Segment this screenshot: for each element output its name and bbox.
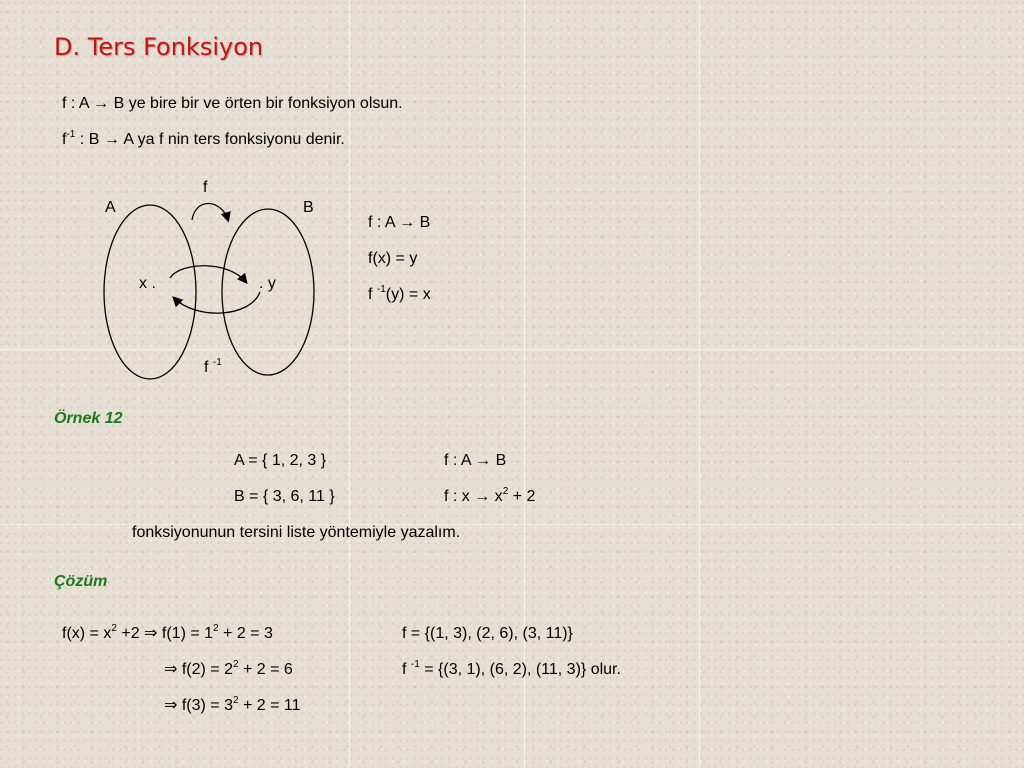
example-func-1-post: B [491,452,507,469]
arrow-icon: → [399,214,416,231]
solution-line-2-s2: 2 [232,658,239,670]
relation-1-post: B [415,214,431,231]
f-arrow-middle [170,266,246,282]
example-func-2-mid: x [490,488,503,505]
x-element-label: x . [139,275,156,292]
relation-3 [368,283,431,303]
solution-line-1 [62,622,273,642]
relation-2: f(x) = y [368,250,418,267]
relation-3-sup: -1 [376,283,386,295]
relation-1 [368,215,430,231]
solution-line-2-d: + 2 = 6 [238,661,293,678]
solution-line-2 [164,658,293,678]
implies-icon: ⇒ [144,625,158,642]
arrow-icon: → [475,452,492,469]
example-func-2-post: + 2 [508,488,536,505]
example-func-1 [444,453,506,469]
solution-line-3-c: f(3) = 3 [177,697,233,714]
definition-line-2-f: f [62,131,67,148]
definition-line-2-sup: -1 [66,128,76,140]
definition-line-1-pre: f : A [62,95,94,112]
finv-arrow-middle [174,292,260,313]
solution-line-1-d: + 2 = 3 [218,625,273,642]
y-element-label: . y [259,275,276,292]
example-set-b: B = { 3, 6, 11 } [234,488,335,505]
solution-line-1-c: f(1) = 1 [157,625,214,642]
relation-3-pre: f [368,286,377,303]
solution-finv-sup: -1 [410,658,420,670]
f-arrow-top [192,203,228,220]
set-a-label: A [105,199,116,216]
definition-line-2-mid: : B [75,131,104,148]
solution-line-1-s1: 2 [111,622,117,634]
arrow-icon: → [474,488,491,505]
example-heading: Örnek 12 [54,410,123,427]
finv-label-sup: -1 [212,356,222,368]
solution-finv-set [402,658,621,678]
solution-line-1-a: f(x) = x [62,625,112,642]
definition-line-2-post: A ya f nin ters fonksiyonu denir. [119,131,345,148]
example-func-2-pre: f : x [444,488,475,505]
arrow-icon: → [93,95,110,112]
implies-icon: ⇒ [164,661,178,678]
solution-finv-pre: f [402,661,411,678]
solution-finv-post: = {(3, 1), (6, 2), (11, 3)} olur. [419,661,621,678]
arrow-icon: → [103,131,120,148]
finv-label [204,356,222,376]
set-b-label: B [303,199,314,216]
solution-line-3-s2: 2 [232,694,239,706]
solution-line-2-c: f(2) = 2 [177,661,233,678]
solution-f-set: f = {(1, 3), (2, 6), (3, 11)} [402,625,573,642]
relation-1-pre: f : A [368,214,400,231]
example-func-2-sup: 2 [502,485,509,497]
example-func-2 [444,485,536,505]
example-set-a: A = { 1, 2, 3 } [234,452,327,469]
solution-line-1-b: +2 [116,625,145,642]
f-label: f [203,179,208,196]
finv-label-f: f [204,359,209,376]
set-b-ellipse [222,209,314,375]
solution-line-3 [164,694,301,714]
solution-heading: Çözüm [54,573,108,590]
set-a-ellipse [104,205,196,379]
example-instruction: fonksiyonunun tersini liste yöntemiyle yazalım. [132,524,461,541]
example-func-1-pre: f : A [444,452,476,469]
definition-line-1-post: B ye bire bir ve örten bir fonksiyon olsun. [109,95,403,112]
solution-line-1-s2: 2 [213,622,219,634]
relation-3-post: (y) = x [385,286,431,303]
solution-line-3-d: + 2 = 11 [238,697,301,714]
page-title: D. Ters Fonksiyon [54,33,264,61]
implies-icon: ⇒ [164,697,178,714]
